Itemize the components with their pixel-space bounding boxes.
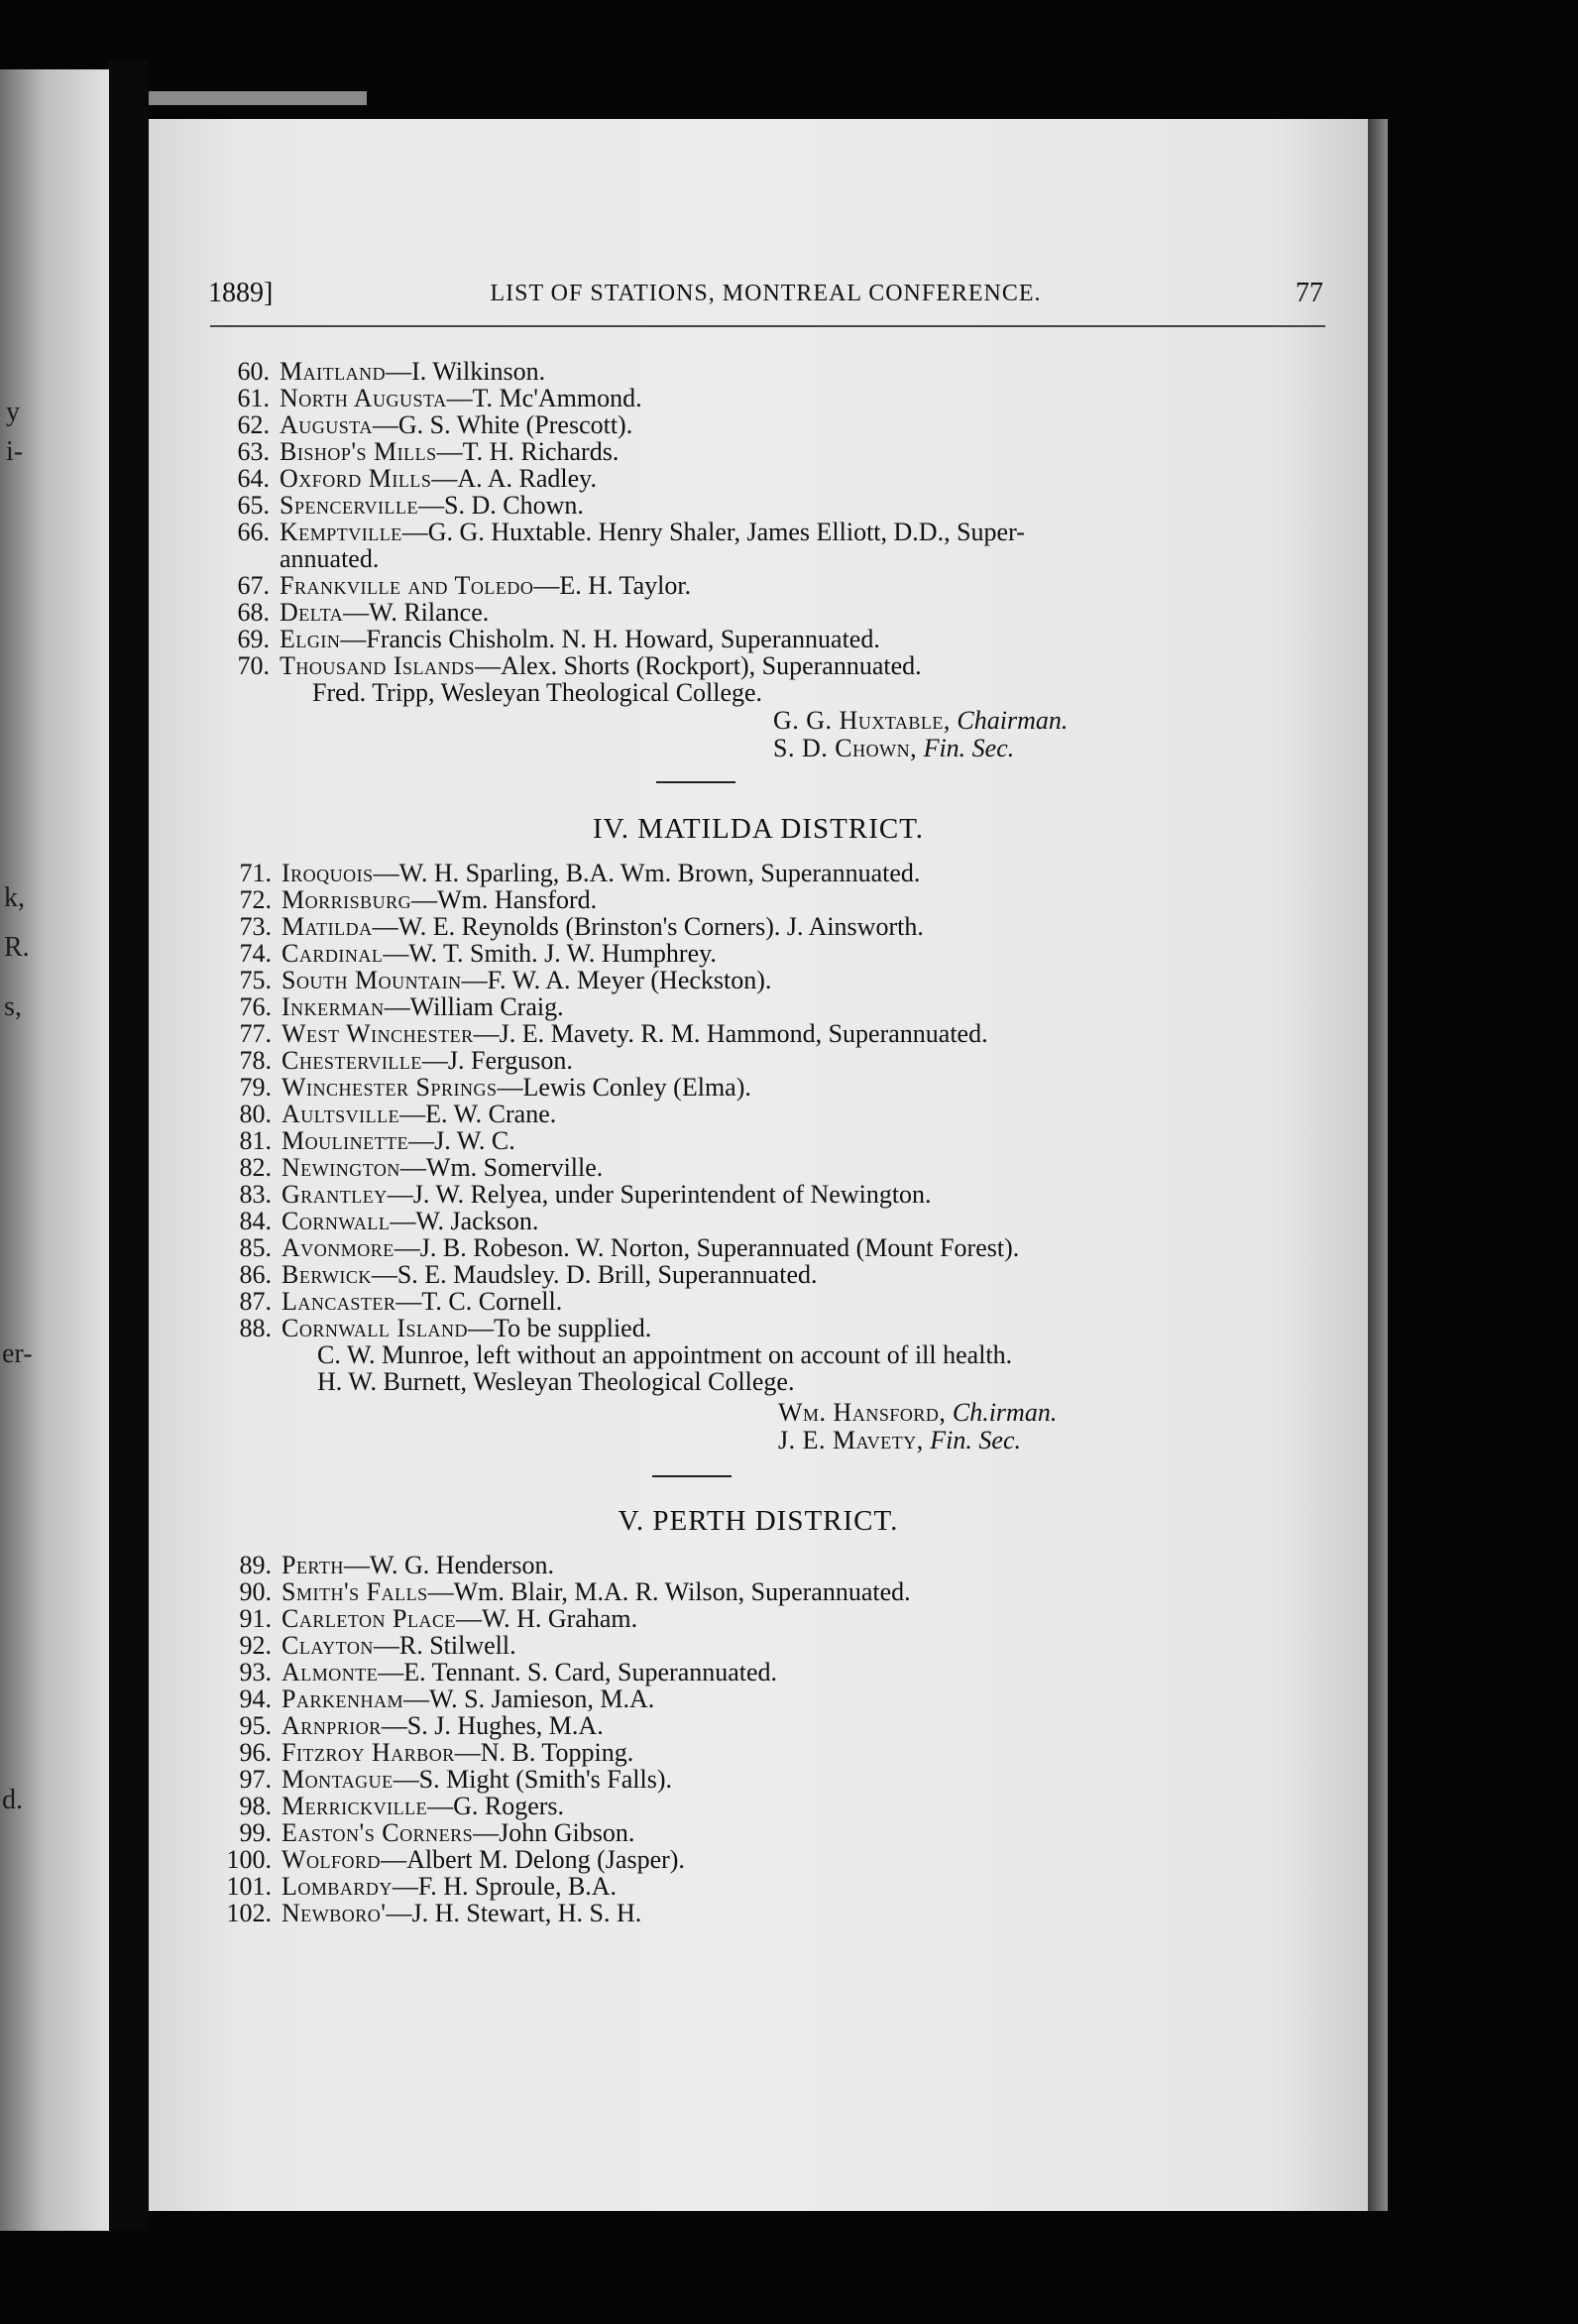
station-entry: 67. Frankville and Toledo—E. H. Taylor.: [237, 571, 692, 600]
chairman-signature: Wm. Hansford, Ch.irman.: [778, 1398, 1058, 1427]
station-entry: 74. Cardinal—W. T. Smith. J. W. Humphrey.: [239, 939, 717, 968]
station-entry: 92. Clayton—R. Stilwell.: [239, 1631, 516, 1660]
left-margin-fragment: d.: [2, 1785, 23, 1815]
station-entry: 91. Carleton Place—W. H. Graham.: [239, 1604, 638, 1633]
secretary-signature: S. D. Chown, Fin. Sec.: [773, 734, 1015, 762]
book-page: [149, 119, 1368, 2211]
station-entry: 65. Spencerville—S. D. Chown.: [237, 491, 584, 520]
station-entry: 73. Matilda—W. E. Reynolds (Brinston's Corners). J. Ainsworth.: [239, 912, 924, 941]
district-heading: IV. MATILDA DISTRICT.: [592, 813, 925, 845]
left-margin-fragment: R.: [4, 932, 30, 963]
station-entry: 75. South Mountain—F. W. A. Meyer (Heckston).: [239, 966, 772, 994]
station-entry: 93. Almonte—E. Tennant. S. Card, Superannuated.: [239, 1658, 778, 1686]
station-entry: 77. West Winchester—J. E. Mavety. R. M. Hammond, Superannuated.: [239, 1019, 988, 1048]
station-entry: 69. Elgin—Francis Chisholm. N. H. Howard, Superannuated.: [237, 625, 880, 653]
header-rule: [210, 325, 1325, 327]
station-entry: 72. Morrisburg—Wm. Hansford.: [239, 885, 598, 914]
header-title: LIST OF STATIONS, MONTREAL CONFERENCE.: [490, 281, 1042, 306]
station-entry: 82. Newington—Wm. Somerville.: [239, 1153, 604, 1182]
station-entry: 97. Montague—S. Might (Smith's Falls).: [239, 1765, 673, 1794]
station-entry: 70. Thousand Islands—Alex. Shorts (Rockport), Superannuated.: [237, 651, 922, 680]
station-entry: 68. Delta—W. Rilance.: [237, 598, 490, 627]
page-right-edge: [1368, 119, 1388, 2211]
station-entry: 96. Fitzroy Harbor—N. B. Topping.: [239, 1738, 634, 1767]
station-entry: 101. Lombardy—F. H. Sproule, B.A.: [226, 1872, 618, 1901]
station-entry-continuation: annuated.: [280, 544, 380, 573]
page-tab: [149, 91, 367, 105]
station-entry: 98. Merrickville—G. Rogers.: [239, 1792, 565, 1820]
section-divider: [652, 1475, 732, 1477]
station-entry: 64. Oxford Mills—A. A. Radley.: [237, 464, 597, 493]
left-page-edge: [0, 69, 109, 2231]
station-entry: 66. Kemptville—G. G. Huxtable. Henry Shaler, James Elliott, D.D., Super-: [237, 518, 1025, 546]
section-note: Fred. Tripp, Wesleyan Theological College.: [312, 678, 763, 707]
station-entry: 87. Lancaster—T. C. Cornell.: [239, 1287, 563, 1316]
station-entry: 79. Winchester Springs—Lewis Conley (Elma).: [239, 1073, 751, 1102]
station-entry: 95. Arnprior—S. J. Hughes, M.A.: [239, 1711, 604, 1740]
left-margin-fragment: s,: [4, 991, 22, 1022]
station-entry: 63. Bishop's Mills—T. H. Richards.: [237, 437, 620, 466]
left-margin-fragment: k,: [4, 882, 25, 913]
station-entry: 86. Berwick—S. E. Maudsley. D. Brill, Superannuated.: [239, 1260, 818, 1289]
station-entry: 76. Inkerman—William Craig.: [239, 992, 564, 1021]
station-entry: 89. Perth—W. G. Henderson.: [239, 1551, 554, 1579]
header-year: 1889]: [208, 278, 274, 308]
station-entry: 81. Moulinette—J. W. C.: [239, 1126, 515, 1155]
left-margin-fragment: er-: [2, 1338, 33, 1369]
left-margin-fragment: y: [6, 397, 20, 427]
station-entry: 94. Parkenham—W. S. Jamieson, M.A.: [239, 1685, 655, 1713]
station-entry: 60. Maitland—I. Wilkinson.: [237, 357, 546, 386]
page-number: 77: [1296, 278, 1323, 308]
station-entry: 100. Wolford—Albert M. Delong (Jasper).: [226, 1845, 685, 1874]
station-entry: 61. North Augusta—T. Mc'Ammond.: [237, 384, 642, 412]
secretary-signature: J. E. Mavety, Fin. Sec.: [778, 1426, 1021, 1454]
section-note: H. W. Burnett, Wesleyan Theological College.: [317, 1367, 795, 1396]
station-entry: 102. Newboro'—J. H. Stewart, H. S. H.: [226, 1899, 642, 1927]
station-entry: 80. Aultsville—E. W. Crane.: [239, 1100, 557, 1128]
station-entry: 62. Augusta—G. S. White (Prescott).: [237, 410, 633, 439]
station-entry: 88. Cornwall Island—To be supplied.: [239, 1314, 652, 1342]
district-heading: V. PERTH DISTRICT.: [618, 1505, 899, 1537]
station-entry: 71. Iroquois—W. H. Sparling, B.A. Wm. Brown, Superannuated.: [239, 859, 921, 887]
section-note: C. W. Munroe, left without an appointment on account of ill health.: [317, 1340, 1013, 1369]
station-entry: 99. Easton's Corners—John Gibson.: [239, 1818, 635, 1847]
station-entry: 90. Smith's Falls—Wm. Blair, M.A. R. Wilson, Superannuated.: [239, 1577, 911, 1606]
station-entry: 85. Avonmore—J. B. Robeson. W. Norton, Superannuated (Mount Forest).: [239, 1233, 1020, 1262]
section-divider: [656, 781, 735, 783]
left-margin-fragment: i-: [6, 436, 24, 467]
station-entry: 83. Grantley—J. W. Relyea, under Superintendent of Newington.: [239, 1180, 932, 1209]
station-entry: 78. Chesterville—J. Ferguson.: [239, 1046, 573, 1075]
running-header: [208, 278, 1323, 317]
station-entry: 84. Cornwall—W. Jackson.: [239, 1207, 539, 1235]
chairman-signature: G. G. Huxtable, Chairman.: [773, 706, 1069, 735]
book-gutter: [109, 59, 149, 2231]
